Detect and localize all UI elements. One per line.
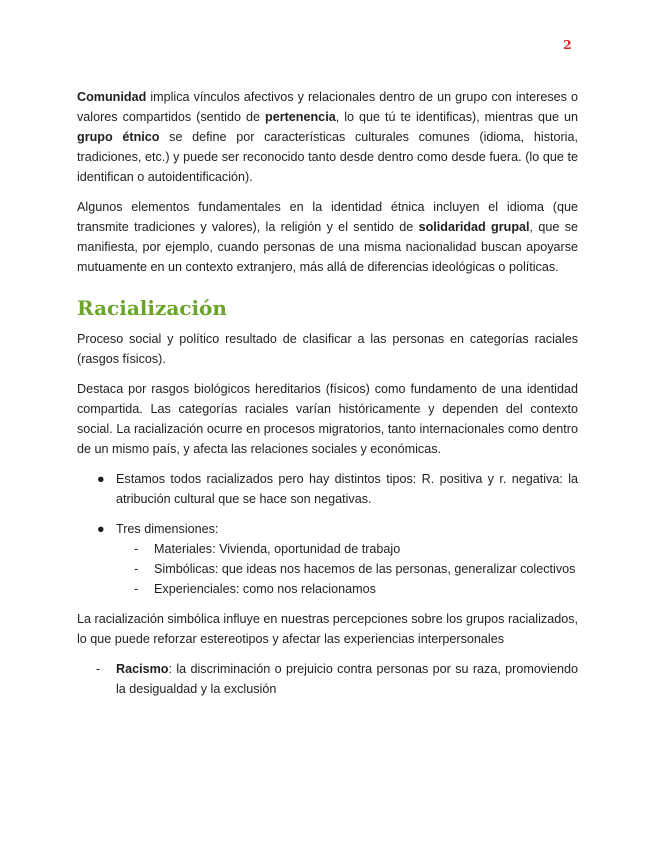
list-item: ● Tres dimensiones: - Materiales: Vivienda, oportunidad de trabajo - Simbólicas: que ideas nos hacemos de las personas, generalizar colectivos - Experienciales: como nos relacionamos <box>77 519 578 599</box>
section-heading: Racialización <box>77 296 227 320</box>
dash-list <box>77 659 578 699</box>
term-grupo-etnico: grupo étnico <box>77 130 160 144</box>
term-solidaridad-grupal: solidaridad grupal <box>418 220 530 234</box>
dash-icon: - <box>134 542 139 556</box>
bullet-icon: ● <box>97 522 105 536</box>
term-comunidad: Comunidad <box>77 90 147 104</box>
sub-list-item: - Experienciales: como nos relacionamos <box>116 579 578 599</box>
intro-paragraph-ethnic-identity: Algunos elementos fundamentales en la identidad étnica incluyen el idioma (que transmite tradiciones y valores), la religión y el sentido de solidaridad grupal, que se manifiesta, por ejemplo, cuando personas de una misma nacionalidad buscan apoyarse mutuamente en un contexto extranjero, más allá de diferencias ideológicas o políticas. <box>77 200 578 274</box>
intro-paragraph-community: Comunidad implica vínculos afectivos y relacionales dentro de un grupo con intereses o valores compartidos (sentido de pertenencia, lo que tú te identificas), mientras que un grupo étnico se define por características culturales comunes (idioma, historia, tradiciones, etc.) y puede ser reconocido tanto desde dentro como desde fuera. (lo que te identifican o autoidentificación). <box>77 90 578 184</box>
page-number: 2 <box>563 37 572 52</box>
term-pertenencia: pertenencia <box>265 110 336 124</box>
bullet-icon: ● <box>97 472 105 486</box>
dash-icon: - <box>96 662 101 676</box>
list-item: ● Estamos todos racializados pero hay distintos tipos: R. positiva y r. negativa: la atribución cultural que se hace son negativas. <box>77 469 578 509</box>
section-paragraph-definition: Proceso social y político resultado de clasificar a las personas en categorías raciales (rasgos físicos). <box>77 332 578 366</box>
section-paragraph-description: Destaca por rasgos biológicos hereditarios (físicos) como fundamento de una identidad compartida. Las categorías raciales varían históricamente y dependen del contexto social. La racialización ocurre en procesos migratorios, tanto internacionales como dentro de un mismo país, y afecta las relaciones sociales y económicas. <box>77 382 578 456</box>
bullet-list <box>77 469 578 599</box>
list-item-racismo: - Racismo: la discriminación o prejuicio contra personas por su raza, promoviendo la desigualdad y la exclusión <box>77 659 578 699</box>
sub-list <box>116 539 578 599</box>
dash-icon: - <box>134 582 139 596</box>
dash-icon: - <box>134 562 139 576</box>
term-racismo: Racismo <box>116 662 169 676</box>
sub-list-item: - Simbólicas: que ideas nos hacemos de las personas, generalizar colectivos <box>116 559 578 579</box>
section-paragraph-symbolic: La racialización simbólica influye en nuestras percepciones sobre los grupos racializados, lo que puede reforzar estereotipos y afectar las experiencias interpersonales <box>77 612 578 646</box>
sub-list-item: - Materiales: Vivienda, oportunidad de trabajo <box>116 539 578 559</box>
page-content <box>77 87 578 699</box>
